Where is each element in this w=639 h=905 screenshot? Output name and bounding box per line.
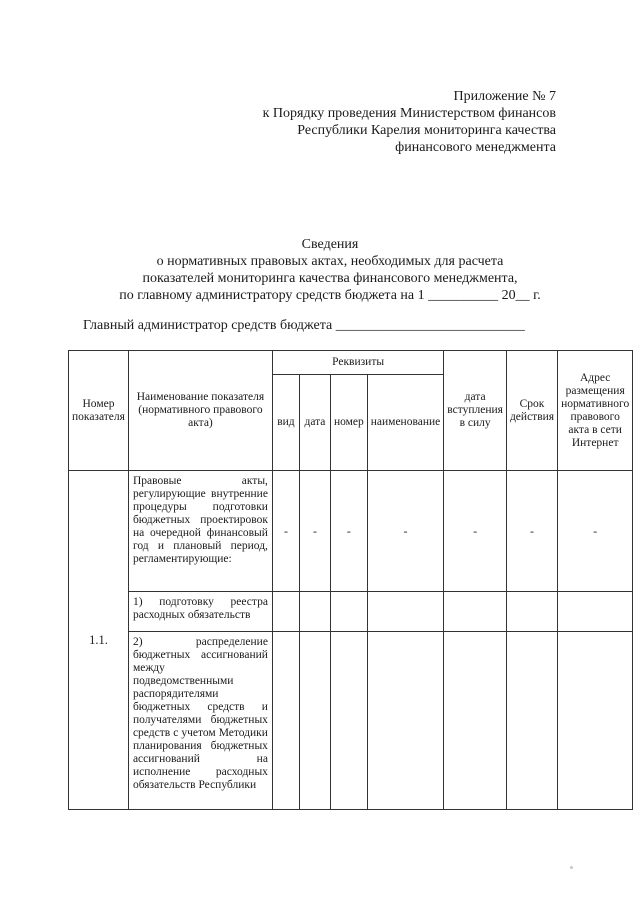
cell-type: - [272,471,299,592]
header-date: дата [299,375,330,471]
cell-effective-date [444,592,507,632]
cell-title [367,632,444,810]
appendix-block [263,88,556,156]
row-group-number: 1.1. [69,471,129,810]
heading-line: по главному администратору средств бюджета на 1 __________ 20__ г. [119,288,541,303]
header-title: наименование [367,375,444,471]
row-name: 2) распределение бюджетных ассигнований между подведомственными распорядителями бюджетных средств и получателями бюджетных средств с учетом Методики планирования бюджетных ассигнований на исполнение расходных обязательств Республики [128,632,272,810]
header-term: Срок действия [506,351,557,471]
table-row [69,592,633,632]
header-effective-date: дата вступления в силу [444,351,507,471]
row-name: Правовые акты, регулирующие внутренние процедуры подготовки бюджетных проектировок на очередной финансовый год и плановый период, регламентирующие: [128,471,272,592]
cell-effective-date: - [444,471,507,592]
header-doc-number: номер [330,375,367,471]
row-name: 1) подготовку реестра расходных обязательств [128,592,272,632]
cell-address: - [558,471,633,592]
cell-doc-number [330,632,367,810]
table-row [69,471,633,592]
cell-term [506,592,557,632]
cell-date [299,592,330,632]
cell-type [272,592,299,632]
appendix-line: финансового менеджмента [395,140,556,155]
cell-date: - [299,471,330,592]
cell-address [558,592,633,632]
scan-speck [570,866,573,869]
table-row [69,632,633,810]
cell-effective-date [444,632,507,810]
cell-doc-number [330,592,367,632]
requisites-table [68,350,633,810]
header-address: Адрес размещения нормативного правового акта в сети Интернет [558,351,633,471]
cell-title: - [367,471,444,592]
heading-line: показателей мониторинга качества финансового менеджмента, [142,271,518,286]
appendix-line: Приложение № 7 [453,89,556,104]
document-title: Сведения [301,237,359,252]
header-number: Номер показателя [69,351,129,471]
header-name: Наименование показателя (нормативного правового акта) [128,351,272,471]
cell-doc-number: - [330,471,367,592]
cell-term [506,632,557,810]
cell-title [367,592,444,632]
cell-address [558,632,633,810]
admin-field-line: Главный администратор средств бюджета ___________________________ [83,318,525,333]
cell-type [272,632,299,810]
appendix-line: Республики Карелия мониторинга качества [297,123,556,138]
appendix-line: к Порядку проведения Министерством финансов [262,106,556,121]
document-heading [60,236,600,304]
header-requisites: Реквизиты [272,351,443,375]
cell-term: - [506,471,557,592]
cell-date [299,632,330,810]
header-type: вид [272,375,299,471]
heading-line: о нормативных правовых актах, необходимых для расчета [156,254,504,269]
